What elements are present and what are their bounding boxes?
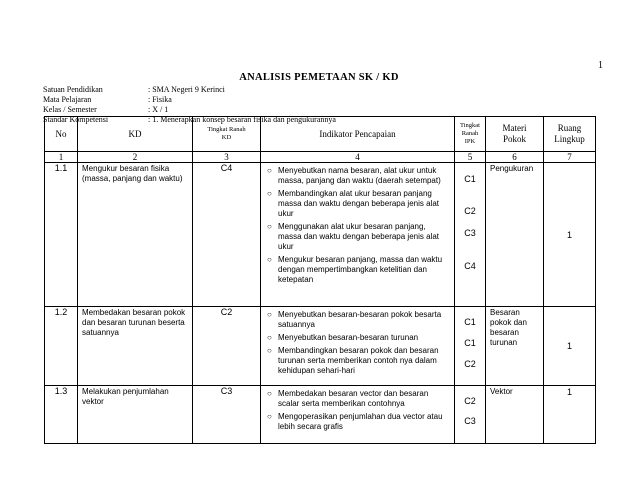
table-row (45, 163, 596, 307)
indikator-item (266, 389, 450, 409)
header-ruang-lingkup: Ruang Lingkup (544, 117, 596, 152)
indikator-list (261, 386, 455, 444)
ranah-ipk: C1 (464, 174, 476, 184)
ruang-lingkup: 1 (544, 163, 596, 307)
indikator-item (266, 310, 450, 330)
meta-label: Satuan Pendidikan (43, 85, 103, 94)
meta-label: Kelas / Semester (43, 105, 97, 114)
header-kd: KD (78, 117, 193, 152)
bullet-icon: ○ (267, 389, 272, 398)
indikator-list (261, 163, 455, 307)
meta-value: : 1. Menerapkan konsep besaran fisika dan pengukurannya (148, 115, 336, 124)
page-number: 1 (598, 60, 603, 71)
indikator-item (266, 189, 450, 219)
column-number: 1 (45, 152, 78, 163)
indikator-item (266, 255, 450, 285)
column-number: 4 (261, 152, 455, 163)
column-number: 3 (193, 152, 261, 163)
indikator-item (266, 412, 450, 432)
ranah-ipk: C3 (464, 416, 476, 426)
indikator-text: Membandingkan besaran pokok dan besaran turunan serta memberikan contoh nya dalam kehidupan sehari-hari (278, 346, 439, 375)
meta-label: Standar Kompetensi (43, 115, 109, 124)
header-tingkat-ranah-kd: Tingkat Ranah KD (193, 117, 261, 152)
ranah-ipk: C2 (464, 396, 476, 406)
ranah-ipk: C3 (464, 228, 476, 238)
indikator-item (266, 333, 450, 343)
indikator-item (266, 222, 450, 252)
indikator-item (266, 166, 450, 186)
kd-text: Membedakan besaran pokok dan besaran turunan beserta satuannya (78, 307, 193, 386)
indikator-item (266, 346, 450, 376)
table-row (45, 386, 596, 444)
row-number: 1.2 (45, 307, 78, 386)
meta-satuan-pendidikan (43, 85, 225, 94)
mapping-table (44, 116, 596, 444)
materi-pokok: Besaran pokok dan besaran turunan (486, 307, 544, 386)
ruang-lingkup: 1 (544, 386, 596, 444)
indikator-text: Menyebutkan besaran-besaran pokok besarta satuannya (278, 310, 442, 329)
bullet-icon: ○ (267, 189, 272, 198)
header-no: No (45, 117, 78, 152)
column-number: 6 (486, 152, 544, 163)
header-row (45, 117, 596, 152)
bullet-icon: ○ (267, 166, 272, 175)
bullet-icon: ○ (267, 412, 272, 421)
ruang-lingkup: 1 (544, 307, 596, 386)
header-materi-pokok: Materi Pokok (486, 117, 544, 152)
row-number: 1.1 (45, 163, 78, 307)
bullet-icon: ○ (267, 333, 272, 342)
bullet-icon: ○ (267, 222, 272, 231)
ranah-ipk: C1 (464, 338, 476, 348)
indikator-text: Mengukur besaran panjang, massa dan waktu dengan mempertimbangkan ketelitian dan ketepatan (278, 255, 443, 284)
indikator-text: Menyebutkan nama besaran, alat ukur untuk massa, panjang dan waktu (daerah setempat) (278, 166, 441, 185)
kd-text: Melakukan penjumlahan vektor (78, 386, 193, 444)
column-number: 5 (455, 152, 486, 163)
meta-mata-pelajaran (43, 95, 172, 104)
bullet-icon: ○ (267, 346, 272, 355)
ranah-ipk-list (455, 386, 486, 444)
column-number-row (45, 152, 596, 163)
row-number: 1.3 (45, 386, 78, 444)
header-indikator: Indikator Pencapaian (261, 117, 455, 152)
ranah-ipk: C2 (464, 359, 476, 369)
tingkat-ranah-kd: C4 (193, 163, 261, 307)
bullet-icon: ○ (267, 310, 272, 319)
ranah-ipk: C2 (464, 206, 476, 216)
indikator-text: Mengoperasikan penjumlahan dua vector atau lebih secara grafis (278, 412, 443, 431)
indikator-text: Menyebutkan besaran-besaran turunan (278, 333, 419, 342)
tingkat-ranah-kd: C2 (193, 307, 261, 386)
ranah-ipk-list (455, 163, 486, 307)
indikator-text: Membedakan besaran vector dan besaran scalar serta memberikan contohnya (278, 389, 429, 408)
table-row (45, 307, 596, 386)
document-title: ANALISIS PEMETAAN SK / KD (239, 72, 399, 83)
meta-value: : SMA Negeri 9 Kerinci (148, 85, 225, 94)
tingkat-ranah-kd: C3 (193, 386, 261, 444)
kd-text: Mengukur besaran fisika (massa, panjang dan waktu) (78, 163, 193, 307)
indikator-list (261, 307, 455, 386)
column-number: 7 (544, 152, 596, 163)
column-number: 2 (78, 152, 193, 163)
ranah-ipk-list (455, 307, 486, 386)
bullet-icon: ○ (267, 255, 272, 264)
header-tingkat-ranah-ipk: Tingkat Ranah IPK (455, 117, 486, 152)
materi-pokok: Pengukuran (486, 163, 544, 307)
meta-label: Mata Pelajaran (43, 95, 92, 104)
meta-kelas-semester (43, 105, 168, 114)
meta-value: : Fisika (148, 95, 172, 104)
indikator-text: Menggunakan alat ukur besaran panjang, massa dan waktu dengan beberapa jenis alat ukur (278, 222, 439, 251)
materi-pokok: Vektor (486, 386, 544, 444)
ranah-ipk: C4 (464, 261, 476, 271)
indikator-text: Membandingkan alat ukur besaran panjang massa dan waktu dengan beberapa jenis alat ukur (278, 189, 439, 218)
meta-value: : X / 1 (148, 105, 169, 114)
ranah-ipk: C1 (464, 317, 476, 327)
